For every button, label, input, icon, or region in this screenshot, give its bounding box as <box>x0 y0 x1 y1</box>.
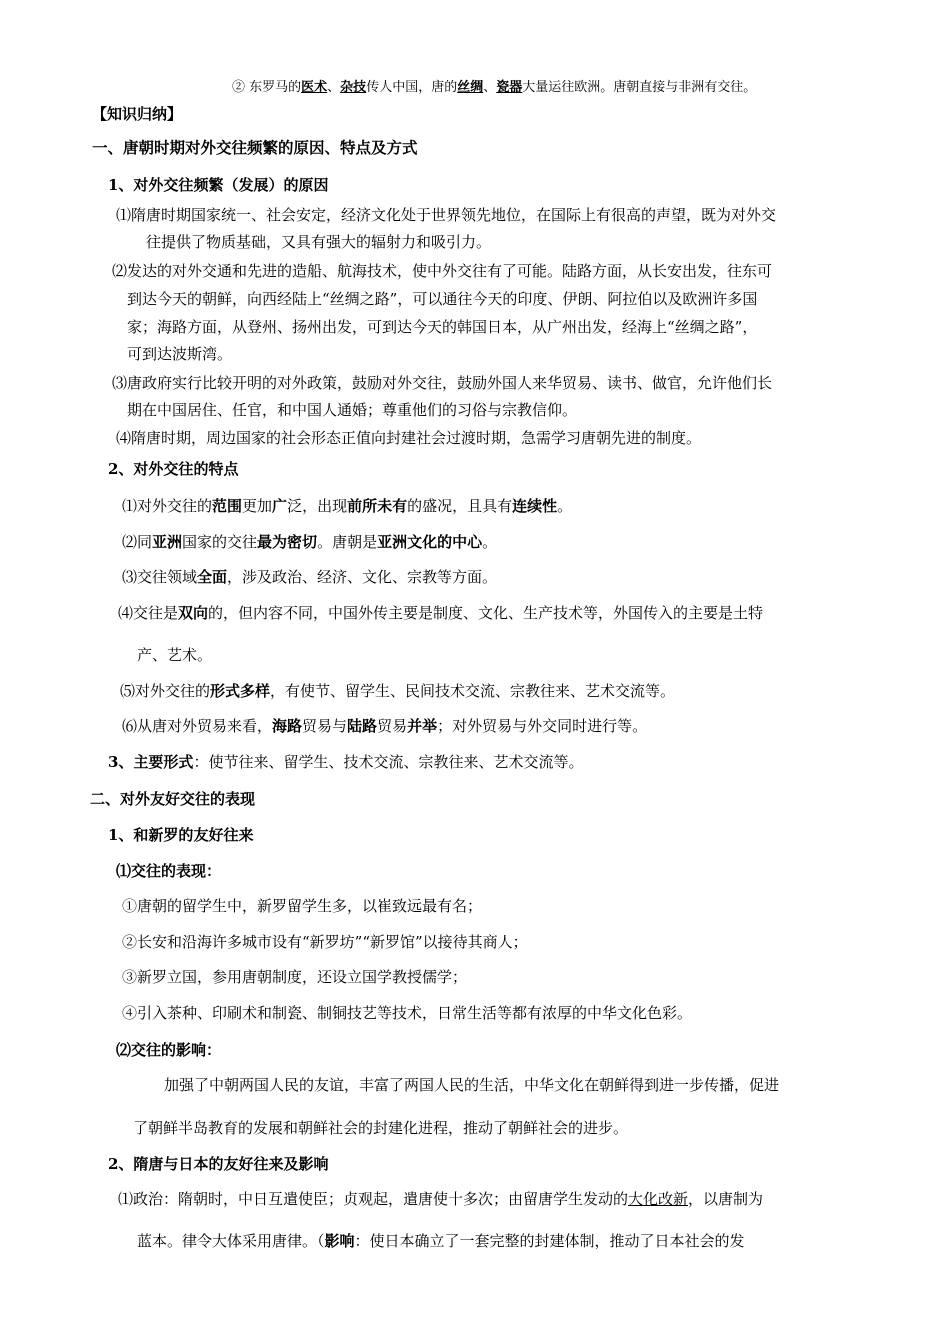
silla-impact-line-1: 加强了中朝两国人民的友谊，丰富了两国人民的生活，中华文化在朝鲜得到进一步传播，促进 <box>164 1076 780 1094</box>
subsection-2-2-heading: 2、隋唐与日本的友好往来及影响 <box>108 1155 329 1173</box>
feature-6: ⑹从唐对外贸易来看，海路贸易与陆路贸易并举；对外贸易与外交同时进行等。 <box>122 717 648 735</box>
feature-2: ⑵同亚洲国家的交往最为密切。唐朝是亚洲文化的中心。 <box>122 533 498 551</box>
reason-1-line-2: 往提供了物质基础，又具有强大的辐射力和吸引力。 <box>146 233 492 251</box>
reason-2-line-1: ⑵发达的对外交通和先进的造船、航海技术，使中外交往有了可能。陆路方面，从长安出发，往东可 <box>112 262 773 280</box>
subsection-1-1-heading: 1、对外交往频繁（发展）的原因 <box>108 176 329 194</box>
silla-item-1: ①唐朝的留学生中，新罗留学生多，以崔致远最有名； <box>122 897 483 915</box>
feature-4-line-2: 产、艺术。 <box>137 646 213 664</box>
silla-item-2: ②长安和沿海许多城市设有“新罗坊”“新罗馆”以接待其商人； <box>122 933 528 951</box>
reason-2-line-3: 家；海路方面，从登州、扬州出发，可到达今天的韩国日本，从广州出发，经海上“丝绸之路”， <box>127 318 758 336</box>
keyword-acrobatics: 杂技 <box>340 80 367 95</box>
keyword-silk: 丝绸 <box>457 80 484 95</box>
silla-item-3: ③新罗立国，参用唐朝制度，还设立国学教授儒学； <box>122 968 468 986</box>
keyword-medicine: 医术 <box>301 80 328 95</box>
silla-impact-heading: ⑵交往的影响： <box>116 1041 222 1059</box>
subsection-1-2-heading: 2、对外交往的特点 <box>108 460 239 478</box>
feature-1: ⑴对外交往的范围更加广泛，出现前所未有的盛况，且具有连续性。 <box>122 497 573 515</box>
feature-3: ⑶交往领域全面，涉及政治、经济、文化、宗教等方面。 <box>122 568 498 586</box>
reason-3-line-1: ⑶唐政府实行比较开明的对外政策，鼓励对外交往，鼓励外国人来华贸易、读书、做官，允许他们长 <box>112 374 773 392</box>
reason-4-line: ⑷隋唐时期，周边国家的社会形态正值向封建社会过渡时期，急需学习唐朝先进的制度。 <box>116 429 702 447</box>
section-1-heading: 一、唐朝时期对外交往频繁的原因、特点及方式 <box>92 138 418 157</box>
feature-5: ⑸对外交往的形式多样，有使节、留学生、民间技术交流、宗教往来、艺术交流等。 <box>120 682 676 700</box>
reason-2-line-4: 可到达波斯湾。 <box>127 345 233 363</box>
subsection-2-1-heading: 1、和新罗的友好往来 <box>108 826 254 844</box>
subsection-1-3: 3、主要形式：使节往来、留学生、技术交流、宗教往来、艺术交流等。 <box>108 753 584 771</box>
feature-4-line-1: ⑷交往是双向的，但内容不同，中国外传主要是制度、文化、生产技术等，外国传入的主要是土特 <box>118 604 764 622</box>
subsection-1-3-heading: 3、主要形式 <box>108 753 194 771</box>
keyword-porcelain: 瓷器 <box>496 80 523 95</box>
section-2-heading: 二、对外友好交往的表现 <box>90 790 256 808</box>
japan-politics-line-1: ⑴政治：隋朝时，中日互遣使臣；贞观起，遣唐使十多次；由留唐学生发动的大化改新，以唐制为 <box>118 1190 764 1208</box>
knowledge-summary-heading: 【知识归纳】 <box>92 105 183 123</box>
reason-1-line-1: ⑴隋唐时期国家统一、社会安定，经济文化处于世界领先地位，在国际上有很高的声望，既为对外交 <box>116 206 777 224</box>
taika-reform-term: 大化改新 <box>628 1190 689 1208</box>
japan-politics-line-2: 蓝本。律令大体采用唐律。（影响：使日本确立了一套完整的封建体制，推动了日本社会的发 <box>137 1232 745 1250</box>
reason-3-line-2: 期在中国居住、任官，和中国人通婚；尊重他们的习俗与宗教信仰。 <box>127 401 578 419</box>
silla-manifestation-heading: ⑴交往的表现： <box>116 862 222 880</box>
silla-item-4: ④引入茶种、印刷术和制瓷、制铜技艺等技术，日常生活等都有浓厚的中华文化色彩。 <box>122 1004 693 1022</box>
silla-impact-line-2: 了朝鲜半岛教育的发展和朝鲜社会的封建化进程，推动了朝鲜社会的进步。 <box>133 1119 629 1137</box>
intro-line: ② 东罗马的医术、杂技传人中国，唐的丝绸、瓷器大量运往欧洲。唐朝直接与非洲有交往。 <box>232 80 757 95</box>
reason-2-line-2: 到达今天的朝鲜，向西经陆上“丝绸之路”，可以通往今天的印度、伊朗、阿拉伯以及欧洲许多国 <box>127 290 758 308</box>
